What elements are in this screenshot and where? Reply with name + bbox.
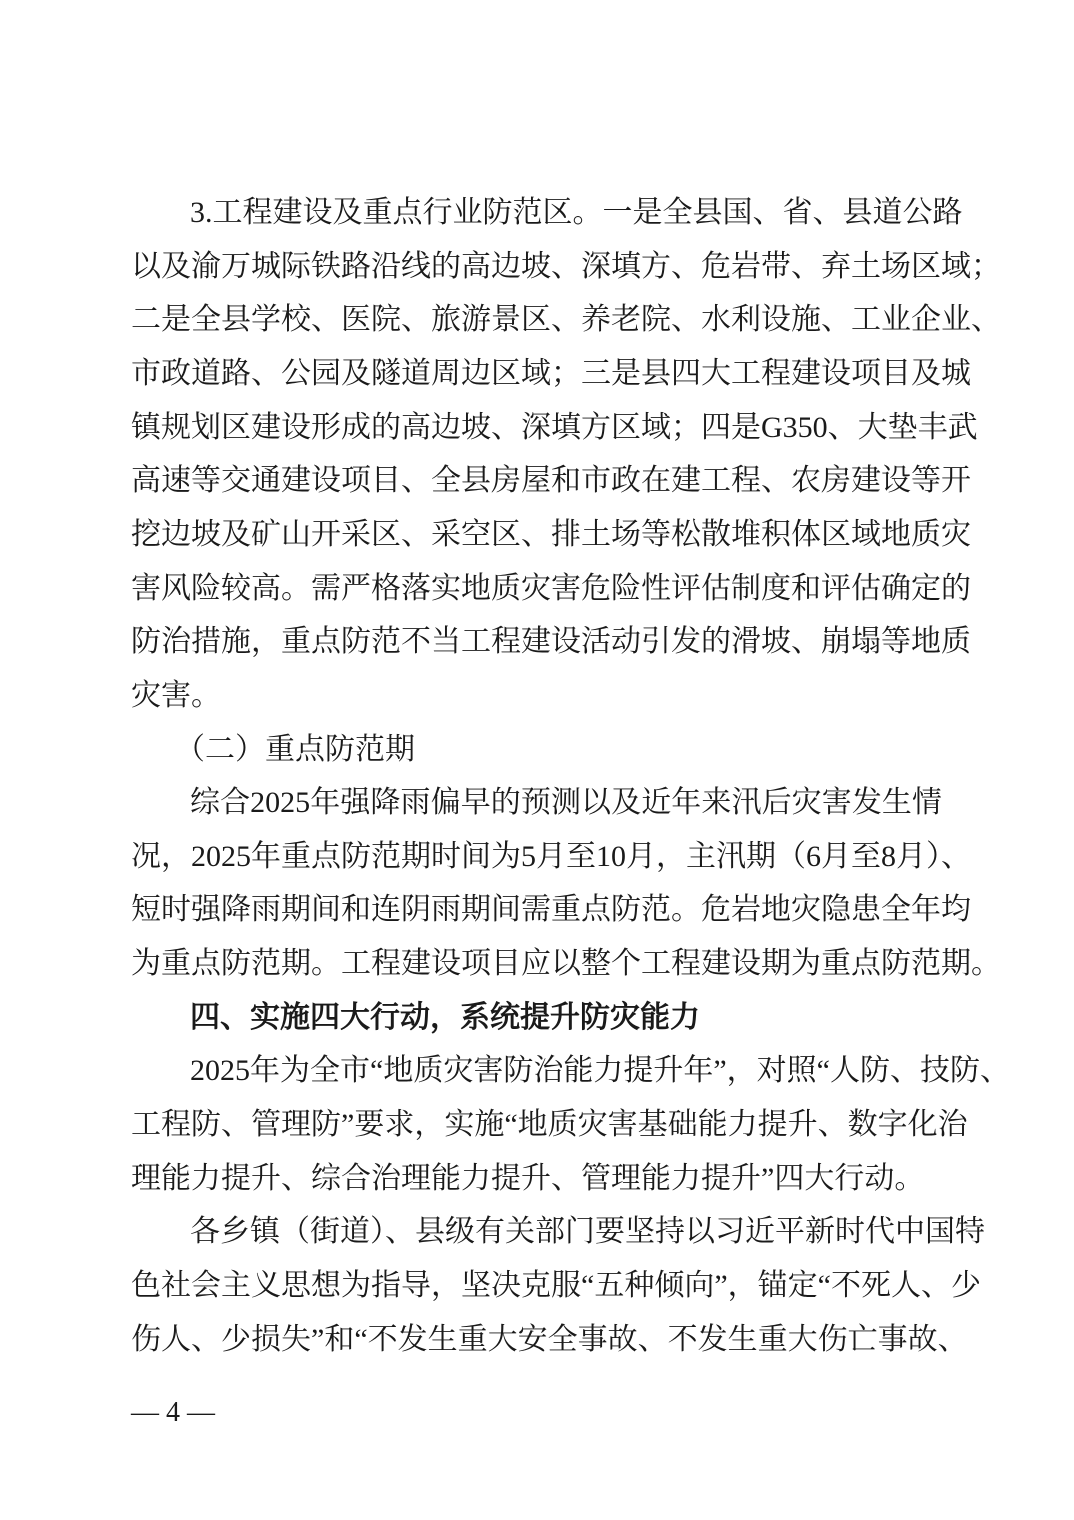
section-heading: 四、实施四大行动，系统提升防灾能力 <box>190 999 700 1035</box>
page-number: — 4 — <box>131 1397 215 1428</box>
text-line: 二是全县学校、医院、旅游景区、养老院、水利设施、工业企业、 <box>131 303 1001 337</box>
text-line: 3.工程建设及重点行业防范区。一是全县国、省、县道公路 <box>190 196 963 229</box>
text-line: 镇规划区建设形成的高边坡、深填方区域；四是G350、大垫丰武 <box>131 410 978 444</box>
text-line: 伤人、少损失”和“不发生重大安全事故、不发生重大伤亡事故、 <box>131 1322 968 1356</box>
text-line: 各乡镇（街道）、县级有关部门要坚持以习近平新时代中国特 <box>190 1215 985 1249</box>
text-line: 理能力提升、综合治理能力提升、管理能力提升”四大行动。 <box>131 1161 925 1195</box>
text-line: 色社会主义思想为指导，坚决克服“五种倾向”，锚定“不死人、少 <box>131 1269 981 1302</box>
text-line: 2025年为全市“地质灾害防治能力提升年”，对照“人防、技防、 <box>190 1054 1010 1088</box>
text-line: 以及渝万城际铁路沿线的高边坡、深填方、危岩带、弃土场区域； <box>131 249 1001 283</box>
text-line: 高速等交通建设项目、全县房屋和市政在建工程、农房建设等开 <box>131 464 971 498</box>
text-line: 挖边坡及矿山开采区、采空区、排土场等松散堆积体区域地质灾 <box>131 517 971 551</box>
text-line: 市政道路、公园及隧道周边区域；三是县四大工程建设项目及城 <box>131 356 971 390</box>
text-line: 况，2025年重点防范期时间为5月至10月，主汛期（6月至8月）、 <box>131 839 971 873</box>
section-heading: （二）重点防范期 <box>175 732 415 766</box>
text-line: 为重点防范期。工程建设项目应以整个工程建设期为重点防范期。 <box>131 947 1001 981</box>
text-line: 灾害。 <box>131 678 221 712</box>
text-line: 工程防、管理防”要求，实施“地质灾害基础能力提升、数字化治 <box>131 1108 968 1142</box>
text-line: 害风险较高。需严格落实地质灾害危险性评估制度和评估确定的 <box>131 571 971 605</box>
text-line: 防治措施，重点防范不当工程建设活动引发的滑坡、崩塌等地质 <box>131 625 971 659</box>
text-line: 短时强降雨期间和连阴雨期间需重点防范。危岩地灾隐患全年均 <box>131 893 971 927</box>
text-line: 综合2025年强降雨偏早的预测以及近年来汛后灾害发生情 <box>190 786 942 820</box>
